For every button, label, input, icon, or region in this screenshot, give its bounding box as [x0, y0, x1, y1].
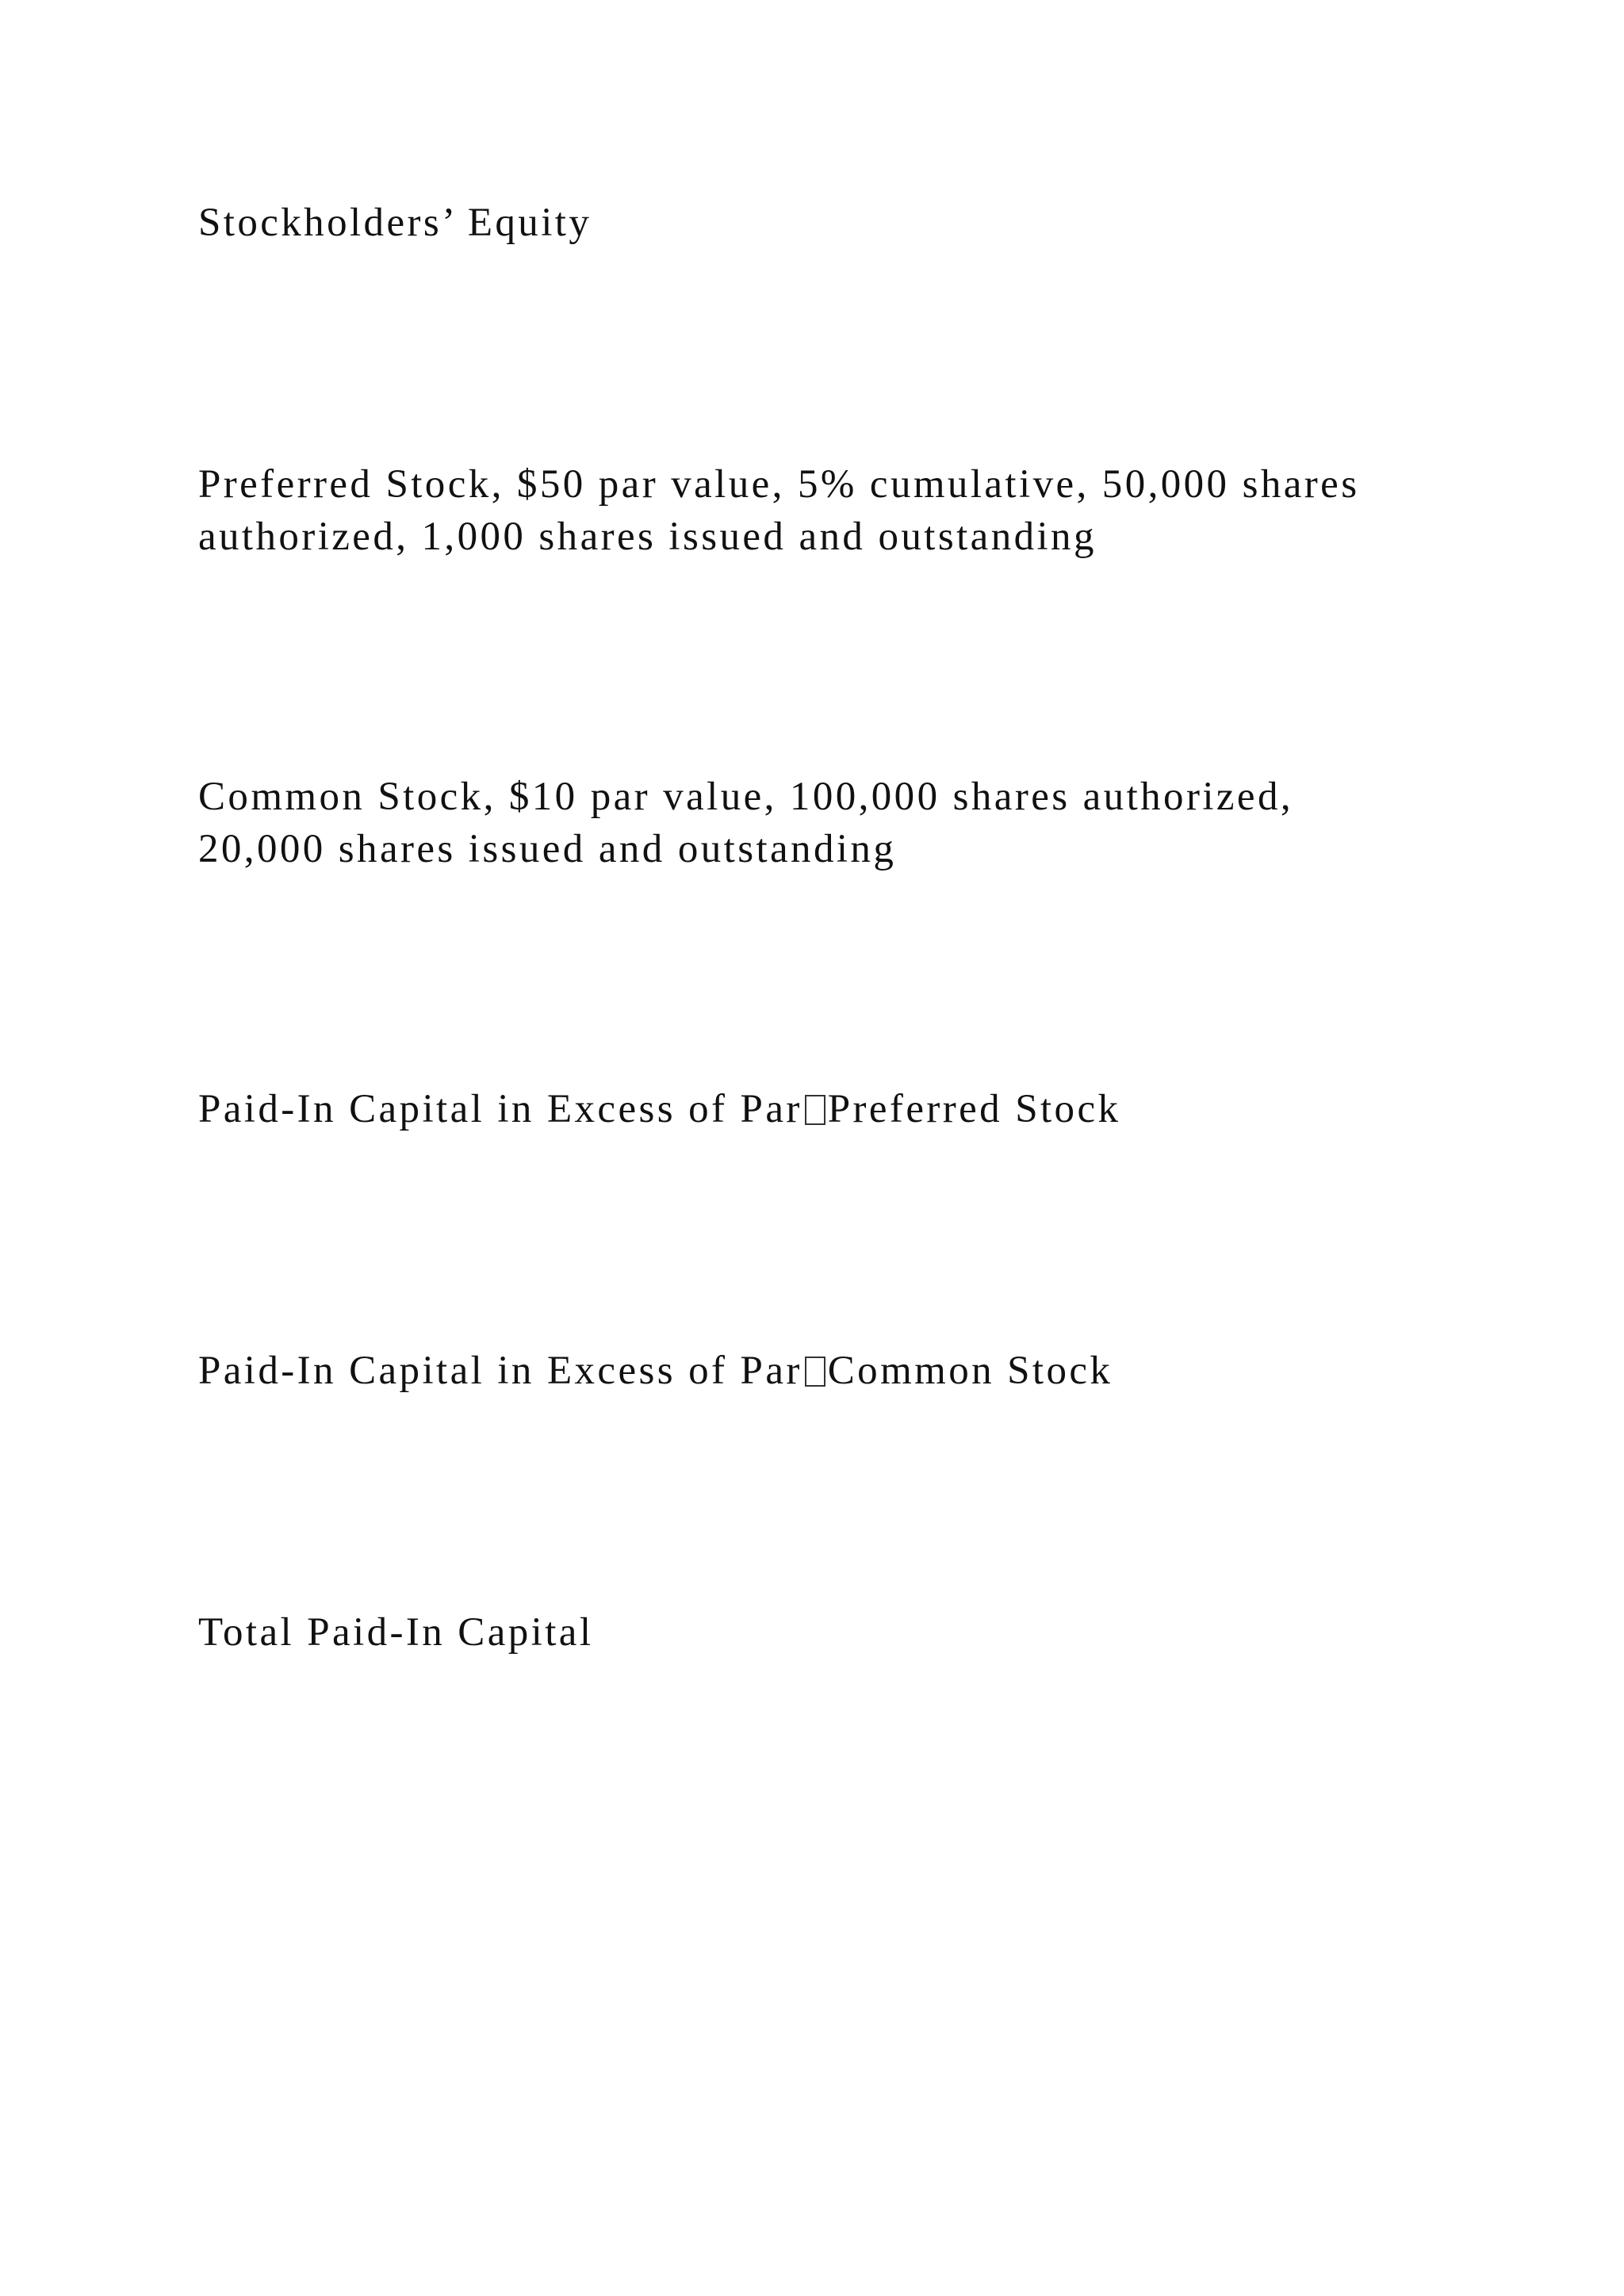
section-heading: [198, 197, 1435, 249]
heading-text: Stockholders’ Equity: [198, 201, 592, 245]
preferred-stock-entry: [198, 458, 1435, 563]
common-stock-entry: [198, 771, 1435, 875]
apic-common-entry: [198, 1345, 1435, 1397]
apic-common-suffix: Common Stock: [827, 1349, 1113, 1393]
total-paid-in-capital-text: Total Paid-In Capital: [198, 1610, 594, 1655]
missing-glyph-icon: [805, 1095, 825, 1125]
preferred-stock-line-1: Preferred Stock, $50 par value, 5% cumulative, 50,000 shares: [198, 462, 1360, 507]
total-paid-in-capital-entry: [198, 1606, 1435, 1659]
preferred-stock-line-2: authorized, 1,000 shares issued and outstanding: [198, 515, 1097, 559]
apic-common-prefix: Paid-In Capital in Excess of Par: [198, 1349, 802, 1393]
apic-preferred-entry: [198, 1083, 1435, 1135]
apic-preferred-suffix: Preferred Stock: [827, 1087, 1121, 1131]
common-stock-line-2: 20,000 shares issued and outstanding: [198, 827, 897, 871]
common-stock-line-1: Common Stock, $10 par value, 100,000 shares authorized,: [198, 775, 1294, 819]
missing-glyph-icon: [805, 1357, 825, 1387]
apic-preferred-prefix: Paid-In Capital in Excess of Par: [198, 1087, 802, 1131]
